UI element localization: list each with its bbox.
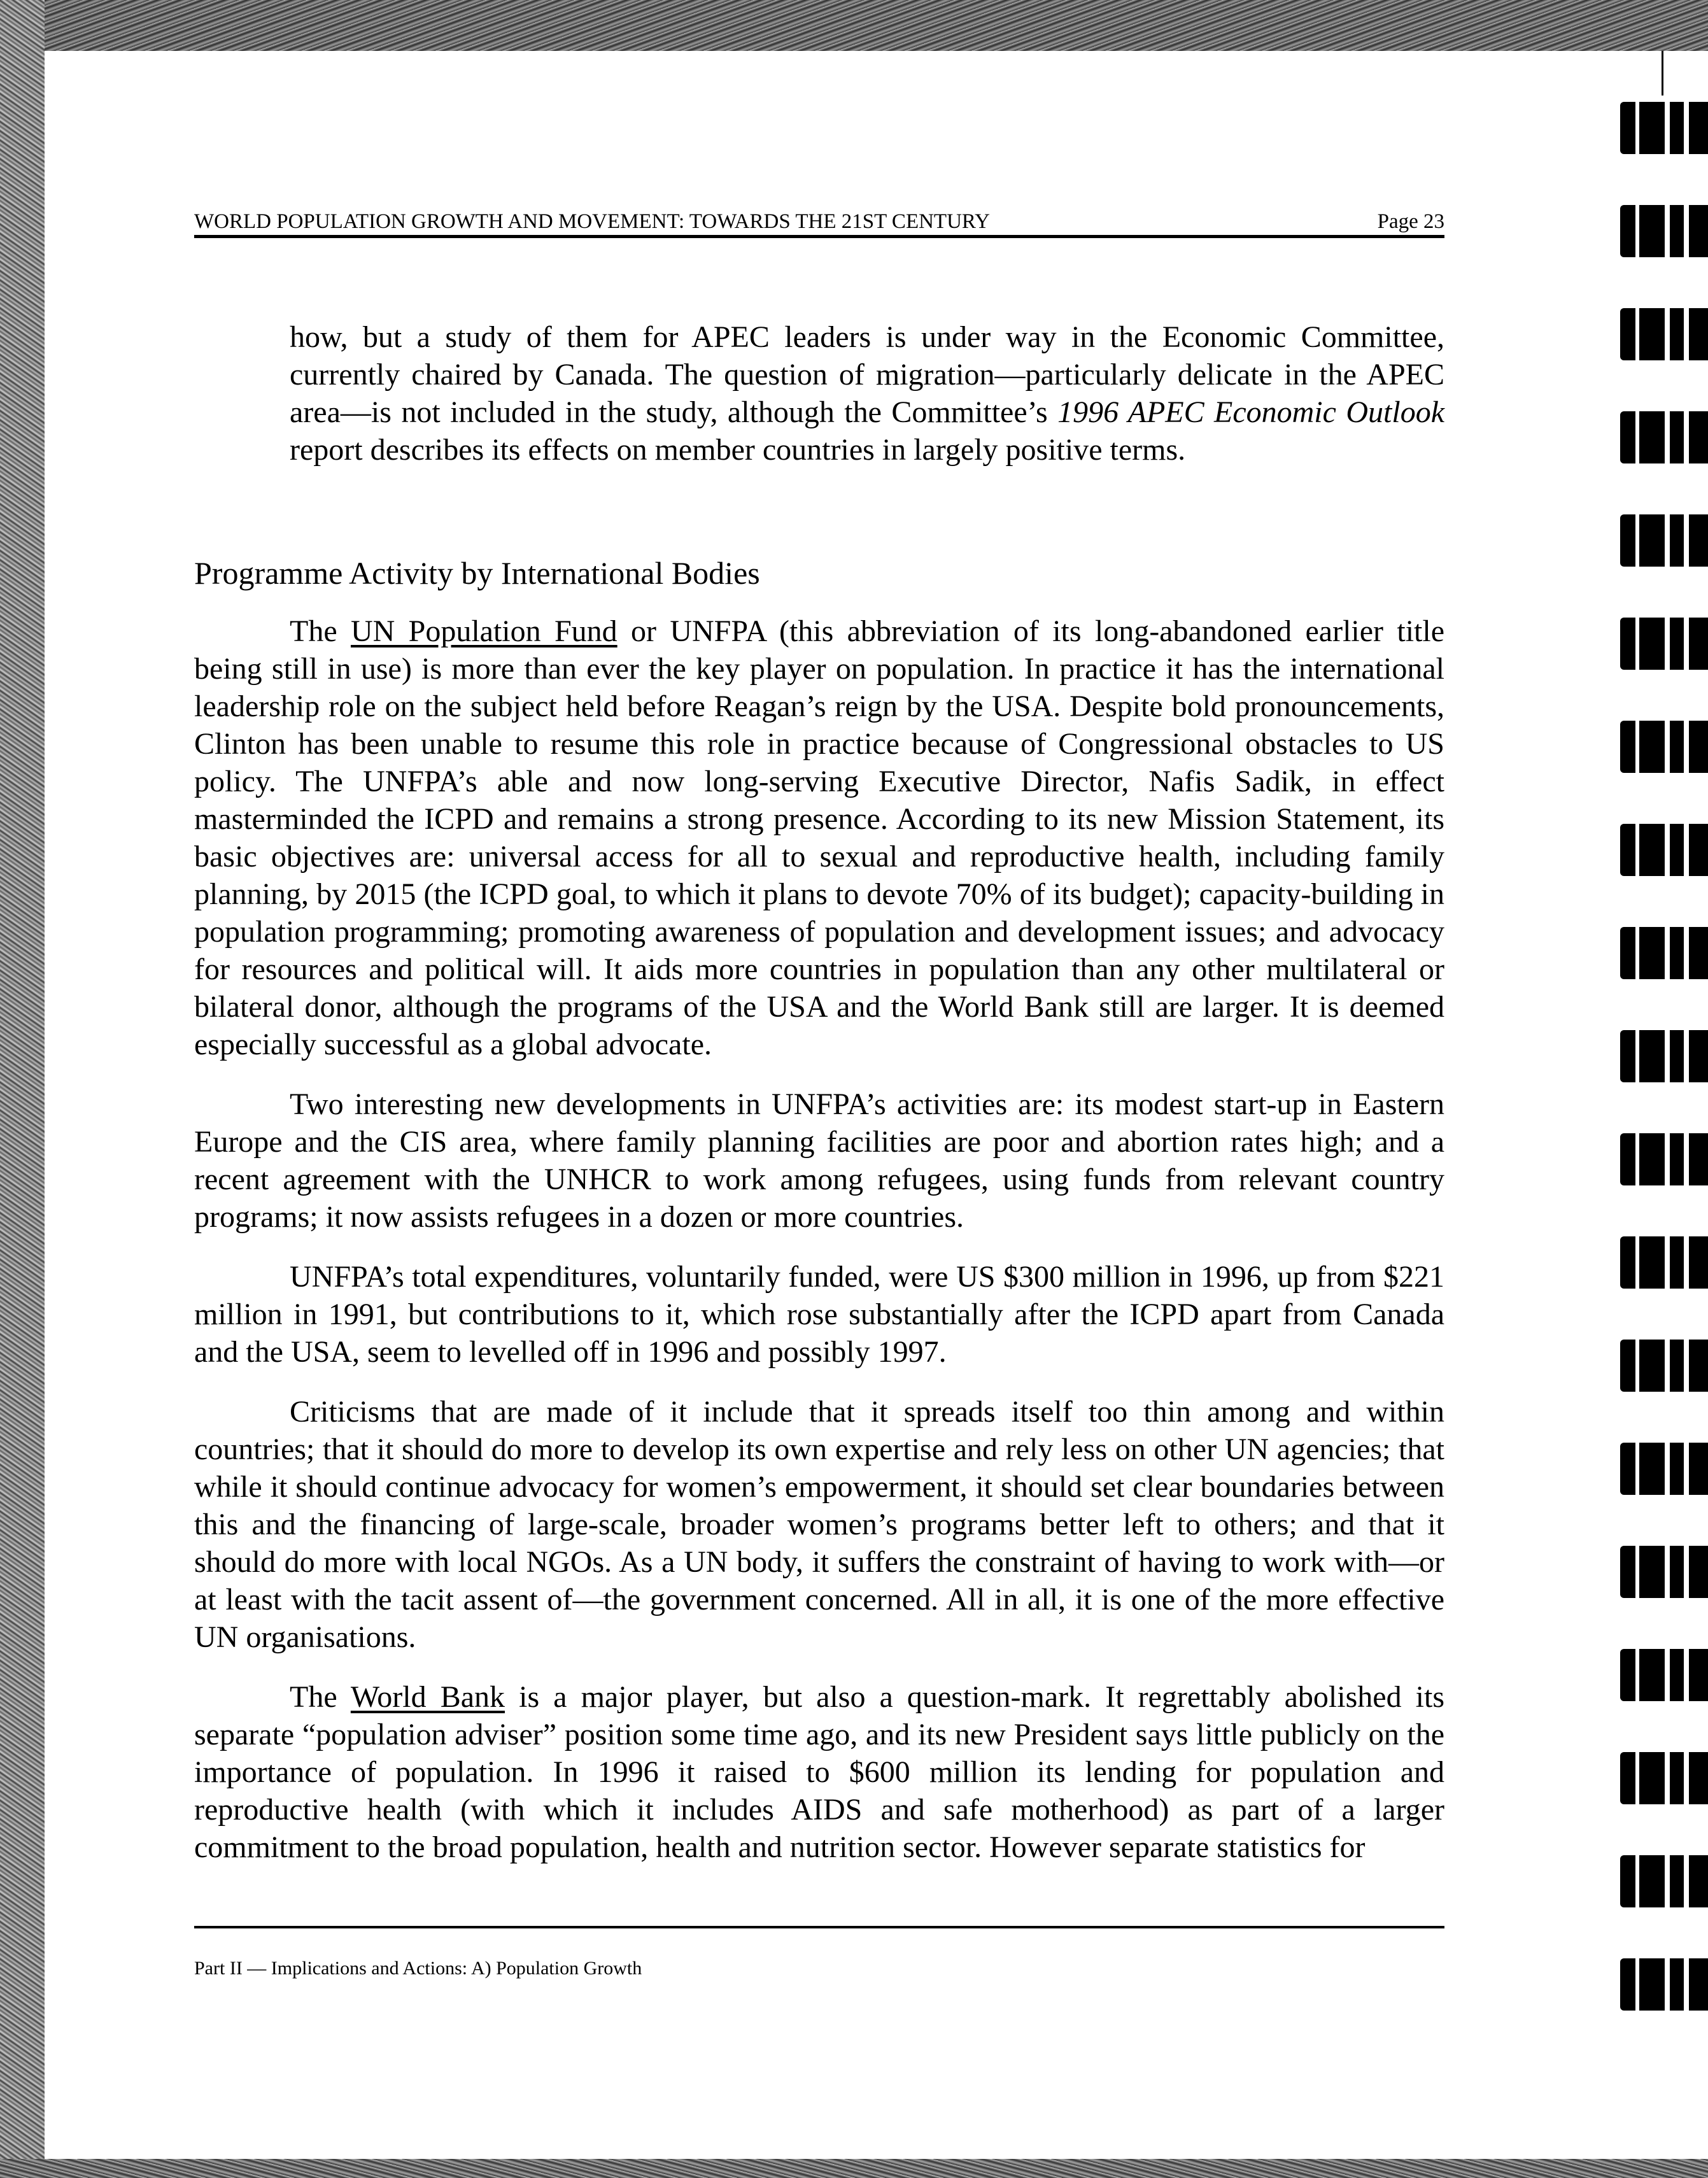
binding-ring (1620, 618, 1708, 670)
paragraph-world-bank (194, 1678, 1444, 1866)
binding-ring (1620, 927, 1708, 979)
link-world-bank: World Bank (350, 1680, 505, 1714)
section-heading: Programme Activity by International Bodies (194, 555, 760, 591)
p1-text: or UNFPA (this abbreviation of its long-abandoned earlier title being still in use) is more than ever the key player on population. In practice it has the international leadership role on the subject held before Reagan’s reign by the USA. Despite bold pronouncements, Clinton has been unable to resume this role in practice because of Congressional obstacles to US policy. The UNFPA’s able and now long-serving Executive Director, Nafis Sadik, in effect masterminded the ICPD and remains a strong presence. According to its new Mission Statement, its basic objectives are: universal access for all to sexual and reproductive health, including family planning, by 2015 (the ICPD goal, to which it plans to devote 70% of its budget); capacity-building in population programming; promoting awareness of population and development issues; and advocacy for resources and political will. It aids more countries in population than any other multilateral or bilateral donor, although the programs of the USA and the World Bank still are larger. It is deemed especially successful as a global advocate. (194, 614, 1445, 1061)
binding-ring (1620, 1546, 1708, 1598)
running-header (194, 210, 1444, 238)
binding-ring (1620, 102, 1708, 154)
paragraph-criticisms: Criticisms that are made of it include that it spreads itself too thin among and within countries; that it should do more to develop its own expertise and rely less on other UN agencies; that while it should continue advocacy for women’s empowerment, it should set clear boundaries between this and the financing of large-scale, broader women’s programs better left to others; and that it should do more with local NGOs. As a UN body, it suffers the constraint of having to work with—or at least with the tacit assent of—the government concerned. All in all, it is one of the more effective UN organisations. (194, 1395, 1444, 1654)
paragraph-unfpa (194, 612, 1444, 1063)
paragraph-expenditures: UNFPA’s total expenditures, voluntarily funded, were US $300 million in 1996, up from $221 million in 1991, but contributions to it, which rose substantially after the ICPD apart from Canada and the USA, seem to levelled off in 1996 and possibly 1997. (194, 1260, 1444, 1369)
link-un-population-fund: UN Population Fund (350, 614, 618, 648)
p1-pre: The (290, 614, 351, 648)
binding-ring (1620, 411, 1708, 463)
binding-ring (1620, 1752, 1708, 1804)
intro-report-title: 1996 APEC Economic Outlook (1057, 395, 1444, 429)
intro-paragraph (290, 318, 1444, 469)
binding-ring (1620, 308, 1708, 360)
binding-ring (1620, 1443, 1708, 1495)
binding-ring (1620, 514, 1708, 567)
scan-border-left (0, 0, 45, 2178)
binding-ring (1620, 1340, 1708, 1392)
binding-ring (1620, 721, 1708, 773)
binding-ring (1620, 1855, 1708, 1907)
paragraph-developments: Two interesting new developments in UNFPA’s activities are: its modest start-up in Eastern Europe and the CIS area, where family planning facilities are poor and abortion rates high; and a recent agreement with the UNHCR to work among refugees, using funds from relevant country programs; it now assists refugees in a dozen or more countries. (194, 1087, 1444, 1234)
scan-border-top (0, 0, 1708, 51)
section-body (194, 612, 1444, 1888)
scan-border-bottom (0, 2159, 1708, 2178)
page-number: Page 23 (1377, 210, 1444, 233)
binding-ring (1620, 824, 1708, 876)
binding-ring (1620, 1236, 1708, 1289)
p5-text: is a major player, but also a question-mark. It regrettably abolished its separate “population adviser” position some time ago, and its new President says little publicly on the importance of population. In 1996 it raised to $600 million its lending for population and reproductive health (with which it includes AIDS and safe motherhood) as part of a larger commitment to the broad population, health and nutrition sector. However separate statistics for (194, 1680, 1444, 1864)
binding-ring (1620, 1958, 1708, 2011)
intro-text-part2: report describes its effects on member countries in largely positive terms. (290, 433, 1186, 467)
binding-ring (1620, 1030, 1708, 1082)
intro-text-part1: how, but a study of them for APEC leaders is under way in the Economic Committee, currently chaired by Canada. The question of migration—particularly delicate in the APEC area—is not included in the study, although the Committee’s (290, 320, 1444, 429)
binding-ring (1620, 1133, 1708, 1185)
footer-rule (194, 1926, 1444, 1928)
p5-pre: The (290, 1680, 351, 1714)
spiral-binding (1620, 102, 1708, 2139)
footer-text: Part II — Implications and Actions: A) Population Growth (194, 1958, 642, 1979)
binding-mark (1662, 51, 1663, 95)
binding-ring (1620, 205, 1708, 257)
header-title: WORLD POPULATION GROWTH AND MOVEMENT: TOWARDS THE 21ST CENTURY (194, 210, 990, 233)
binding-ring (1620, 1649, 1708, 1701)
